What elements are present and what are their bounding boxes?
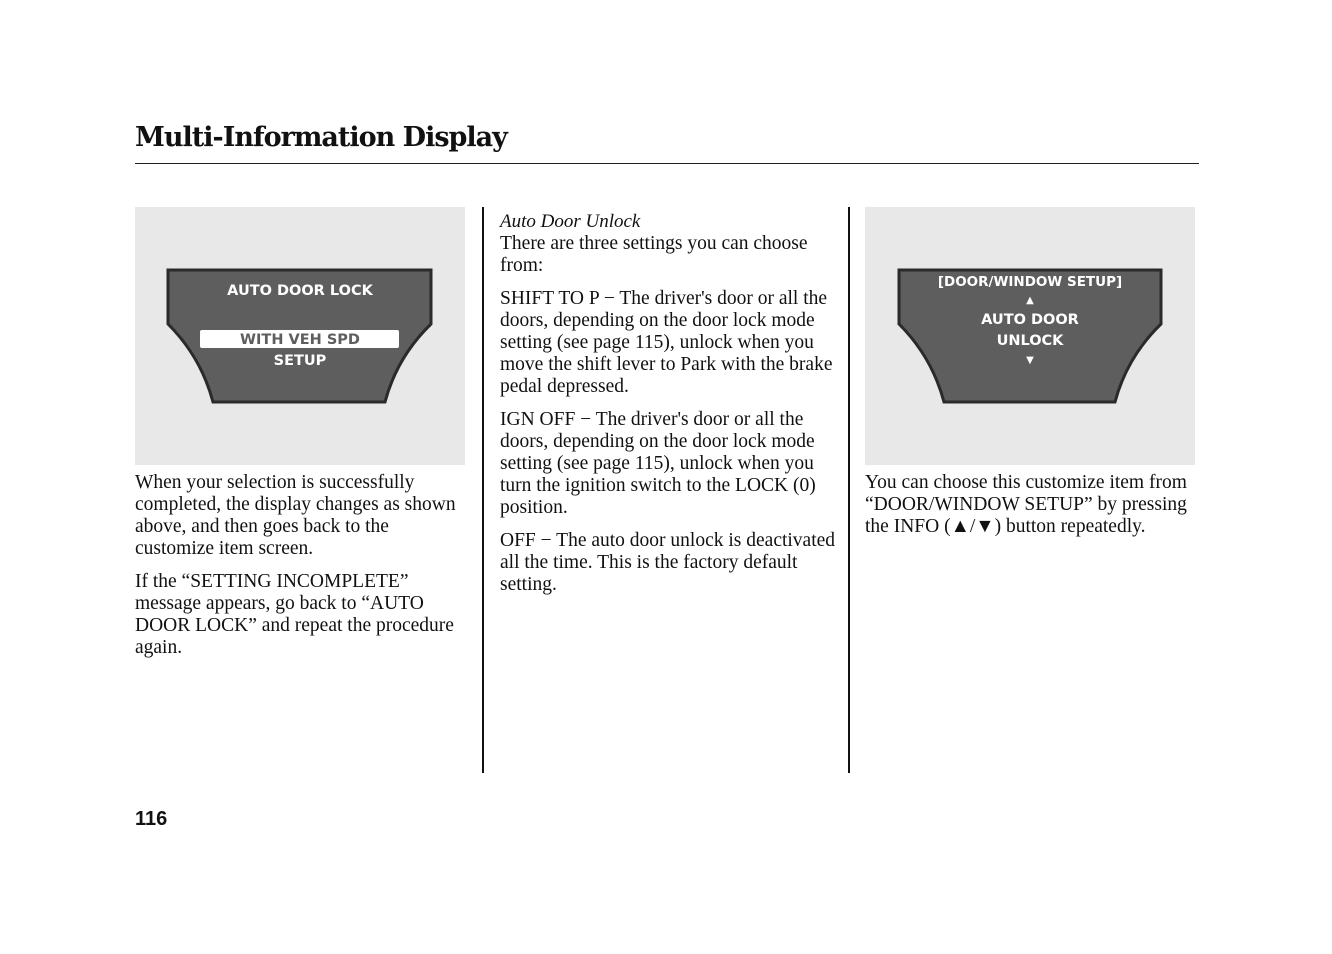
lcd-line-title: AUTO DOOR LOCK: [227, 283, 373, 299]
display-figure-auto-door-lock: [135, 207, 465, 465]
lcd-line-auto-door: AUTO DOOR: [981, 312, 1079, 328]
lcd-screen-door-window-setup: [865, 207, 1195, 465]
column-divider-1: [482, 207, 484, 773]
paragraph-off: OFF − The auto door unlock is deactivated all the time. This is the factory default setting.: [500, 530, 836, 595]
column-right: [865, 472, 1200, 549]
paragraph-intro: There are three settings you can choose from:: [500, 233, 808, 276]
column-divider-2: [848, 207, 850, 773]
section-heading-auto-door-unlock: Auto Door Unlock: [500, 211, 641, 232]
lcd-line-setup: SETUP: [273, 353, 327, 369]
paragraph-setting-incomplete: If the “SETTING INCOMPLETE” message appears, go back to “AUTO DOOR LOCK” and repeat the procedure again.: [135, 571, 454, 658]
arrow-down-icon: ▼: [1026, 355, 1034, 366]
paragraph-ign-off: IGN OFF − The driver's door or all the doors, depending on the door lock mode setting (see page 115), unlock when you turn the ignition switch to the LOCK (0) position.: [500, 409, 816, 518]
page-title: Multi-Information Display: [135, 122, 507, 153]
lcd-line-menu-title: [DOOR/WINDOW SETUP]: [937, 274, 1123, 290]
display-figure-door-window-setup: [865, 207, 1195, 465]
lcd-line-selected: WITH VEH SPD: [240, 332, 360, 348]
title-divider: [135, 163, 1199, 164]
paragraph-customize-item: You can choose this customize item from “DOOR/WINDOW SETUP” by pressing the INFO (▲/▼) button repeatedly.: [865, 472, 1187, 537]
page-number: 116: [135, 808, 168, 830]
arrow-up-icon: ▲: [1026, 295, 1034, 306]
paragraph-selection-complete: When your selection is successfully completed, the display changes as shown above, and then goes back to the customize item screen.: [135, 472, 456, 559]
column-left: [135, 472, 470, 670]
paragraph-shift-to-p: SHIFT TO P − The driver's door or all the doors, depending on the door lock mode setting (see page 115), unlock when you move the shift lever to Park with the brake pedal depressed.: [500, 288, 833, 397]
lcd-screen-auto-door-lock: [135, 207, 465, 465]
lcd-line-unlock: UNLOCK: [996, 333, 1064, 349]
column-middle: [500, 211, 840, 607]
